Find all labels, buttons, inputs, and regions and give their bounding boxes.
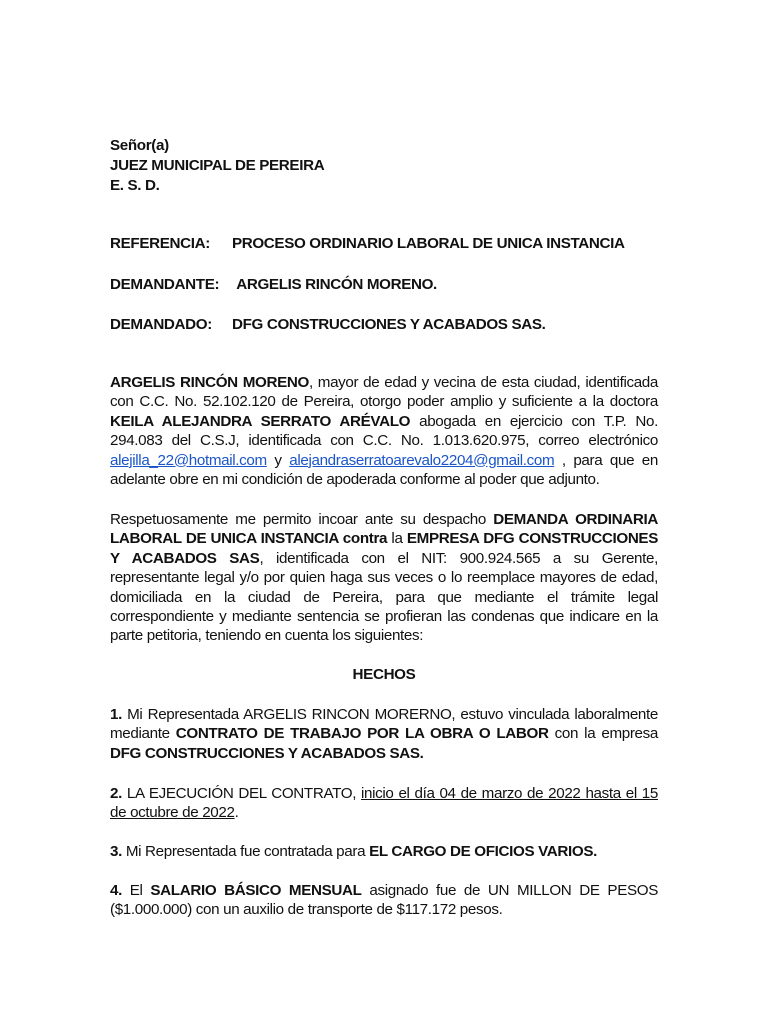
fact-1-company: DFG CONSTRUCCIONES Y ACABADOS SAS. bbox=[110, 744, 424, 762]
addressee: JUEZ MUNICIPAL DE PEREIRA bbox=[110, 157, 325, 174]
defendant-label: DEMANDADO: bbox=[110, 316, 212, 333]
reference-label: REFERENCIA: bbox=[110, 235, 210, 252]
esd-line: E. S. D. bbox=[110, 177, 160, 194]
demand-paragraph bbox=[110, 510, 658, 646]
demand-type: DEMANDA ORDINARIA LABORAL DE UNICA INSTANCIA contra bbox=[110, 511, 658, 548]
facts-title: HECHOS bbox=[352, 666, 416, 683]
demand-text-3: , identificada con el NIT: 900.924.565 a su Gerente, representante legal y/o por quien haga sus veces o lo reemplace mayores de edad, domiciliada en la ciudad de Pereira, para que mediante el trámite legal correspondiente y mediante sentencia se profieran las condenas que indicare en la parte petitoria, teniendo en cuenta los siguientes: bbox=[110, 549, 658, 645]
demand-text-2: la bbox=[387, 530, 407, 548]
fact-1 bbox=[110, 705, 658, 763]
intro-text-1: , mayor de edad y vecina de esta ciudad, identificada con C.C. No. 52.102.120 de Pereira, otorgo poder amplio y suficiente a la doctora bbox=[110, 374, 658, 411]
fact-2-text-1: LA EJECUCIÓN DEL CONTRATO, bbox=[121, 785, 362, 802]
fact-2 bbox=[110, 784, 658, 823]
salary-label: SALARIO BÁSICO MENSUAL bbox=[150, 882, 362, 899]
defendant-company: EMPRESA DFG CONSTRUCCIONES Y ACABADOS SAS bbox=[110, 530, 658, 567]
fact-4-text-1: El bbox=[121, 882, 151, 899]
plaintiff-line bbox=[110, 276, 658, 293]
fact-2-text-2: . bbox=[234, 804, 239, 822]
fact-1-text-2: con la empresa bbox=[548, 725, 658, 743]
intro-paragraph bbox=[110, 373, 658, 489]
email-link-1[interactable]: alejilla_22@hotmail.com bbox=[110, 451, 267, 469]
fact-3 bbox=[110, 842, 658, 861]
reference-value: PROCESO ORDINARIO LABORAL DE UNICA INSTANCIA bbox=[231, 235, 625, 252]
demand-text-1: Respetuosamente me permito incoar ante su despacho bbox=[110, 511, 494, 528]
salutation: Señor(a) bbox=[110, 137, 169, 154]
job-position: EL CARGO DE OFICIOS VARIOS. bbox=[369, 843, 598, 860]
contract-type: CONTRATO DE TRABAJO POR LA OBRA O LABOR bbox=[175, 725, 549, 743]
intro-text-4: , para que en adelante obre en mi condición de apoderada conforme al poder que adjunto. bbox=[110, 451, 658, 489]
plaintiff-label: DEMANDANTE: bbox=[110, 276, 220, 293]
fact-1-number: 1. bbox=[110, 706, 122, 723]
fact-2-number: 2. bbox=[110, 785, 122, 802]
fact-3-text-1: Mi Representada fue contratada para bbox=[121, 843, 370, 860]
fact-4 bbox=[110, 881, 658, 920]
plaintiff-value: ARGELIS RINCÓN MORENO. bbox=[236, 276, 437, 293]
intro-text-3: y bbox=[266, 451, 290, 469]
fact-4-text-2: asignado fue de UN MILLON DE PESOS ($1.000.000) con un auxilio de transporte de $117.172 pesos. bbox=[110, 882, 659, 919]
fact-4-number: 4. bbox=[110, 882, 122, 899]
contract-dates: inicio el día 04 de marzo de 2022 hasta el 15 de octubre de 2022 bbox=[110, 785, 658, 822]
lawyer-name: KEILA ALEJANDRA SERRATO ARÉVALO bbox=[110, 412, 411, 430]
fact-1-text-1: Mi Representada ARGELIS RINCON MORERNO, estuvo vinculada laboralmente mediante bbox=[110, 706, 658, 743]
reference-line bbox=[110, 235, 658, 252]
defendant-value: DFG CONSTRUCCIONES Y ACABADOS SAS. bbox=[231, 316, 546, 333]
email-link-2[interactable]: alejandraserratoarevalo2204@gmail.com bbox=[289, 451, 555, 469]
defendant-line bbox=[110, 316, 658, 333]
fact-3-number: 3. bbox=[110, 843, 122, 860]
grantor-name: ARGELIS RINCÓN MORENO bbox=[110, 374, 309, 391]
intro-text-2: abogada en ejercicio con T.P. No. 294.083 del C.S.J, identificada con C.C. No. 1.013.620.975, correo electrónico bbox=[110, 412, 658, 450]
